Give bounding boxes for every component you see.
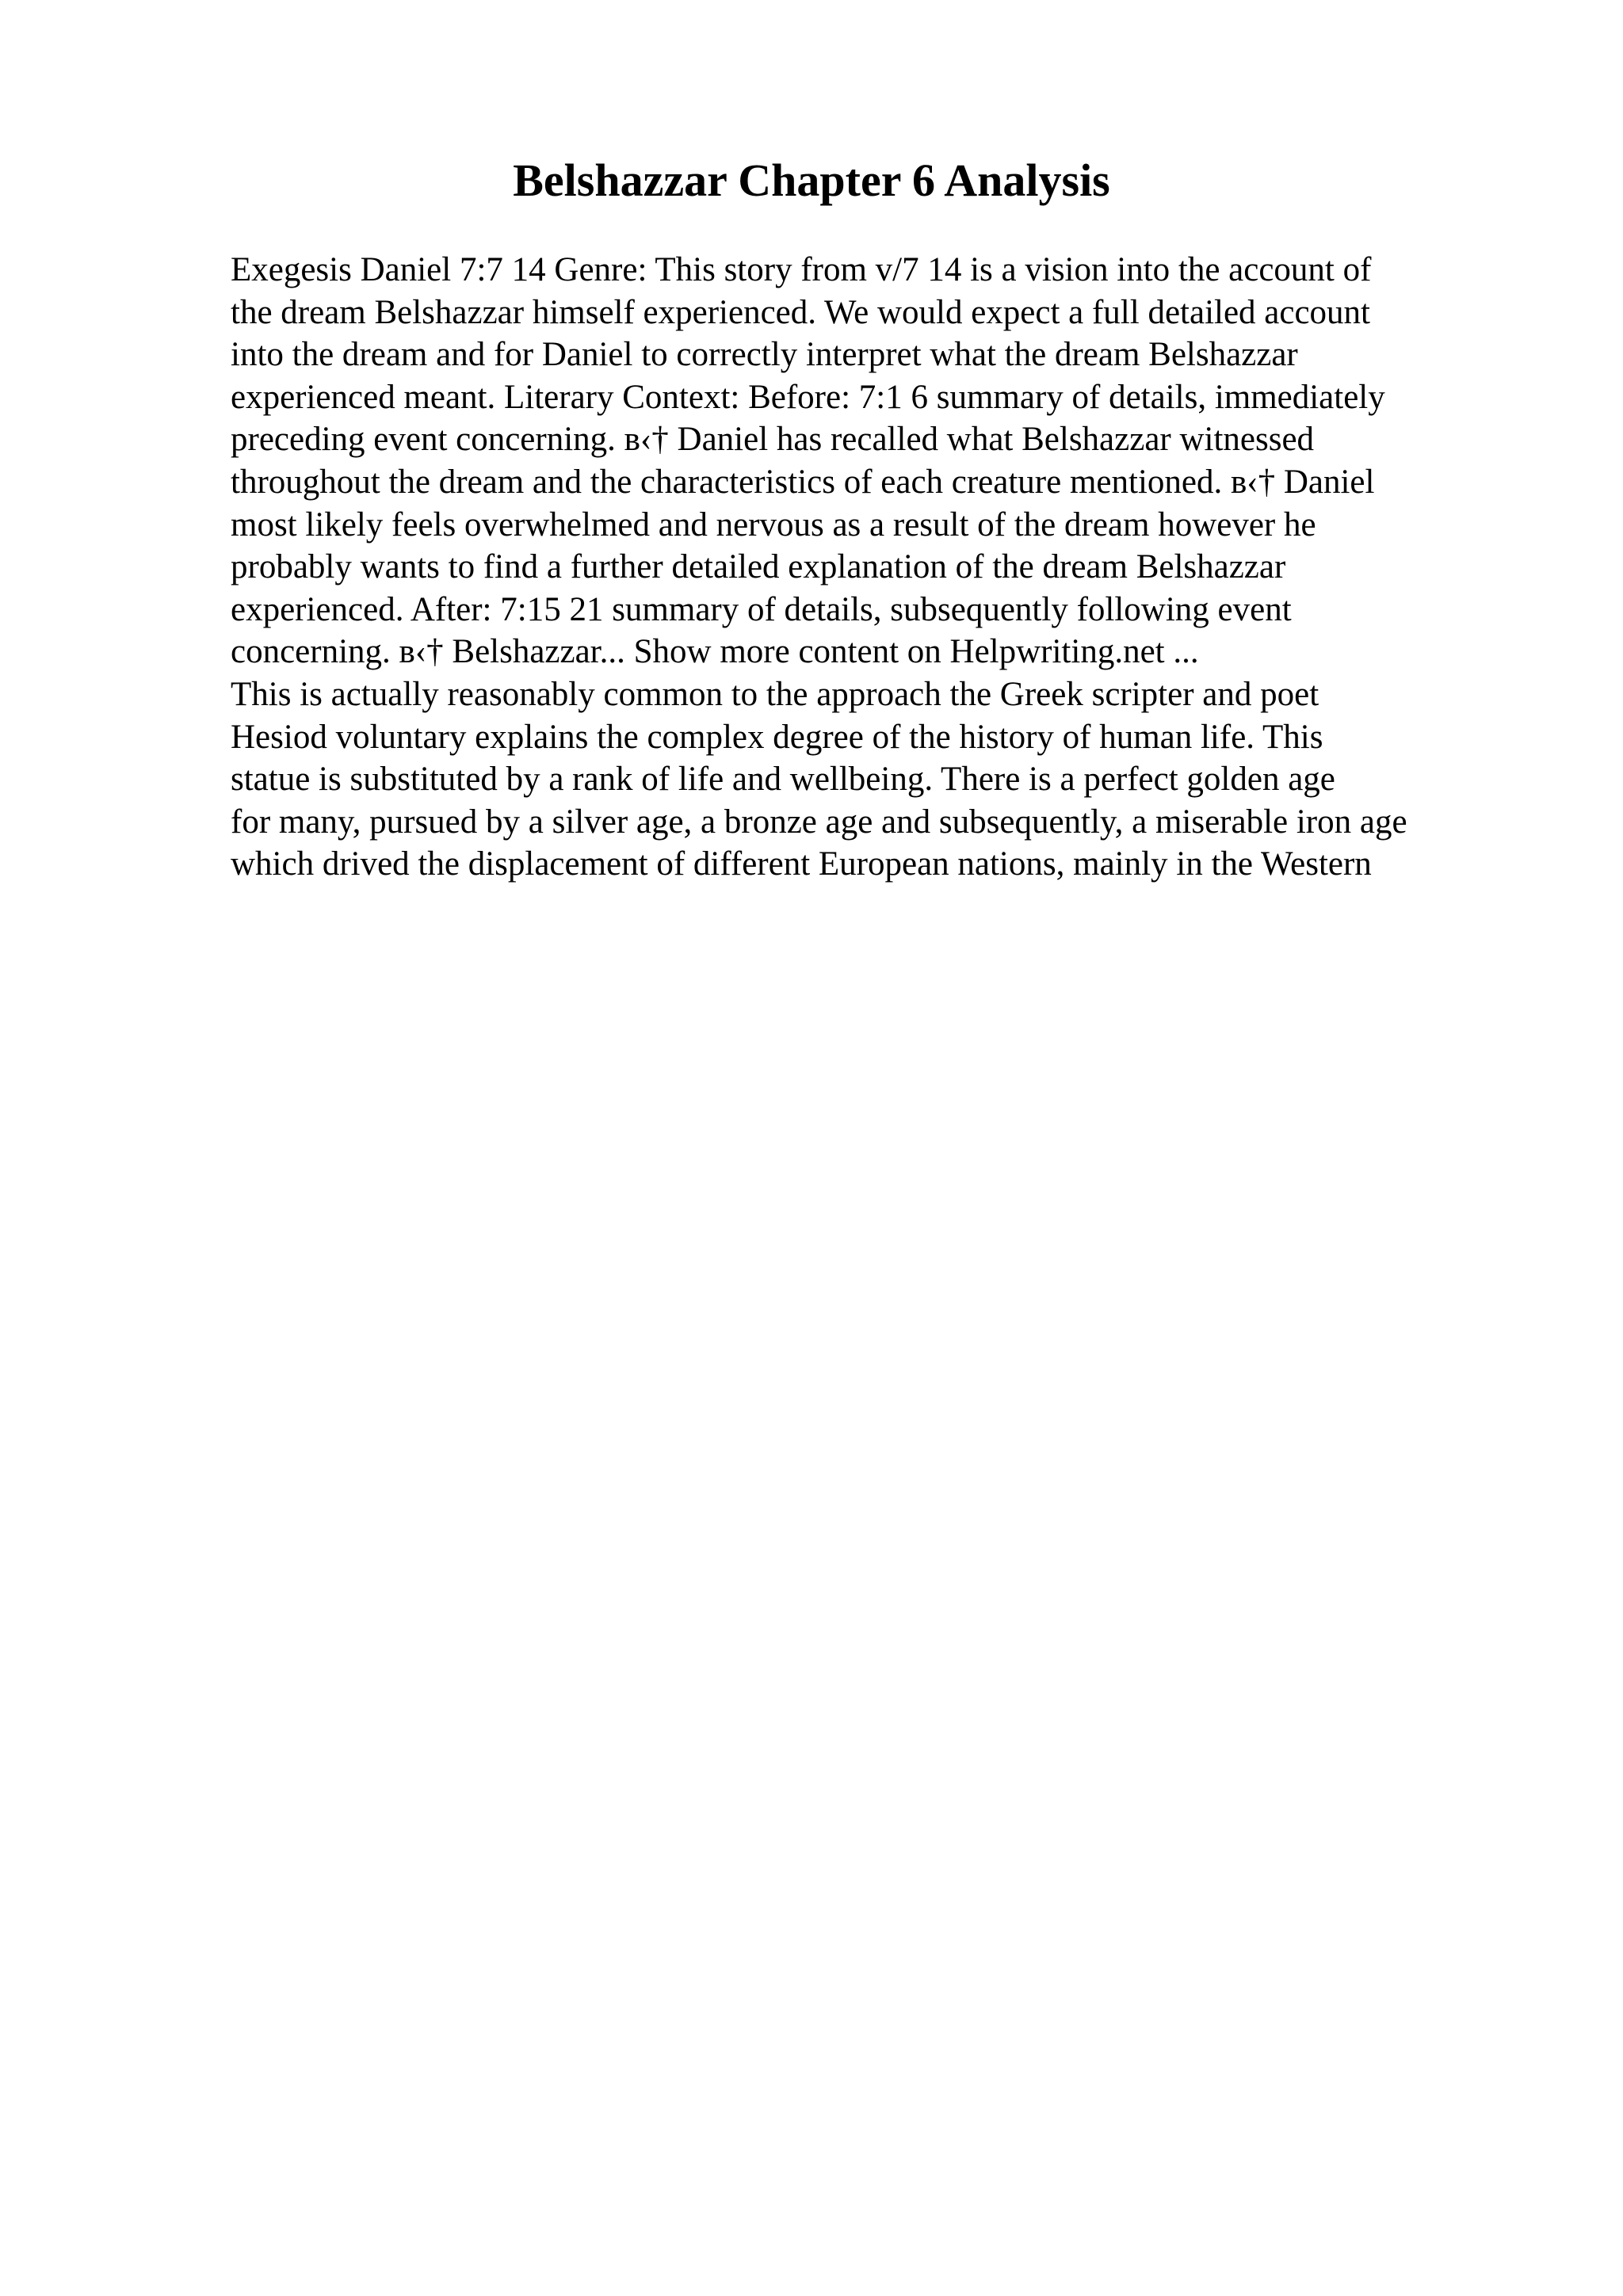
text-line: preceding event concerning. в‹† Daniel has recalled what Belshazzar witnessed [231, 421, 1315, 459]
document-body [231, 249, 1530, 886]
text-line: Exegesis Daniel 7:7 14 Genre: This story from v/7 14 is a vision into the account of [231, 251, 1372, 288]
text-line: for many, pursued by a silver age, a bronze age and subsequently, a miserable iron age [231, 803, 1407, 841]
text-line: probably wants to find a further detailed explanation of the dream Belshazzar [231, 548, 1286, 586]
text-line: experienced meant. Literary Context: Before: 7:1 6 summary of details, immediately [231, 378, 1385, 416]
text-line: experienced. After: 7:15 21 summary of details, subsequently following event [231, 590, 1292, 628]
text-line: This is actually reasonably common to the approach the Greek scripter and poet [231, 675, 1319, 713]
text-line: Hesiod voluntary explains the complex degree of the history of human life. This [231, 718, 1323, 756]
page-title: Belshazzar Chapter 6 Analysis [513, 154, 1110, 206]
text-line: which drived the displacement of different European nations, mainly in the Western [231, 845, 1372, 883]
text-line: the dream Belshazzar himself experienced. We would expect a full detailed account [231, 293, 1371, 331]
text-line: statue is substituted by a rank of life and wellbeing. There is a perfect golden age [231, 761, 1335, 799]
text-line: throughout the dream and the characteristics of each creature mentioned. в‹† Daniel [231, 463, 1375, 501]
text-line: concerning. в‹† Belshazzar... Show more content on Helpwriting.net ... [231, 633, 1199, 671]
text-line: most likely feels overwhelmed and nervous as a result of the dream however he [231, 505, 1316, 543]
text-line: into the dream and for Daniel to correctly interpret what the dream Belshazzar [231, 336, 1298, 374]
